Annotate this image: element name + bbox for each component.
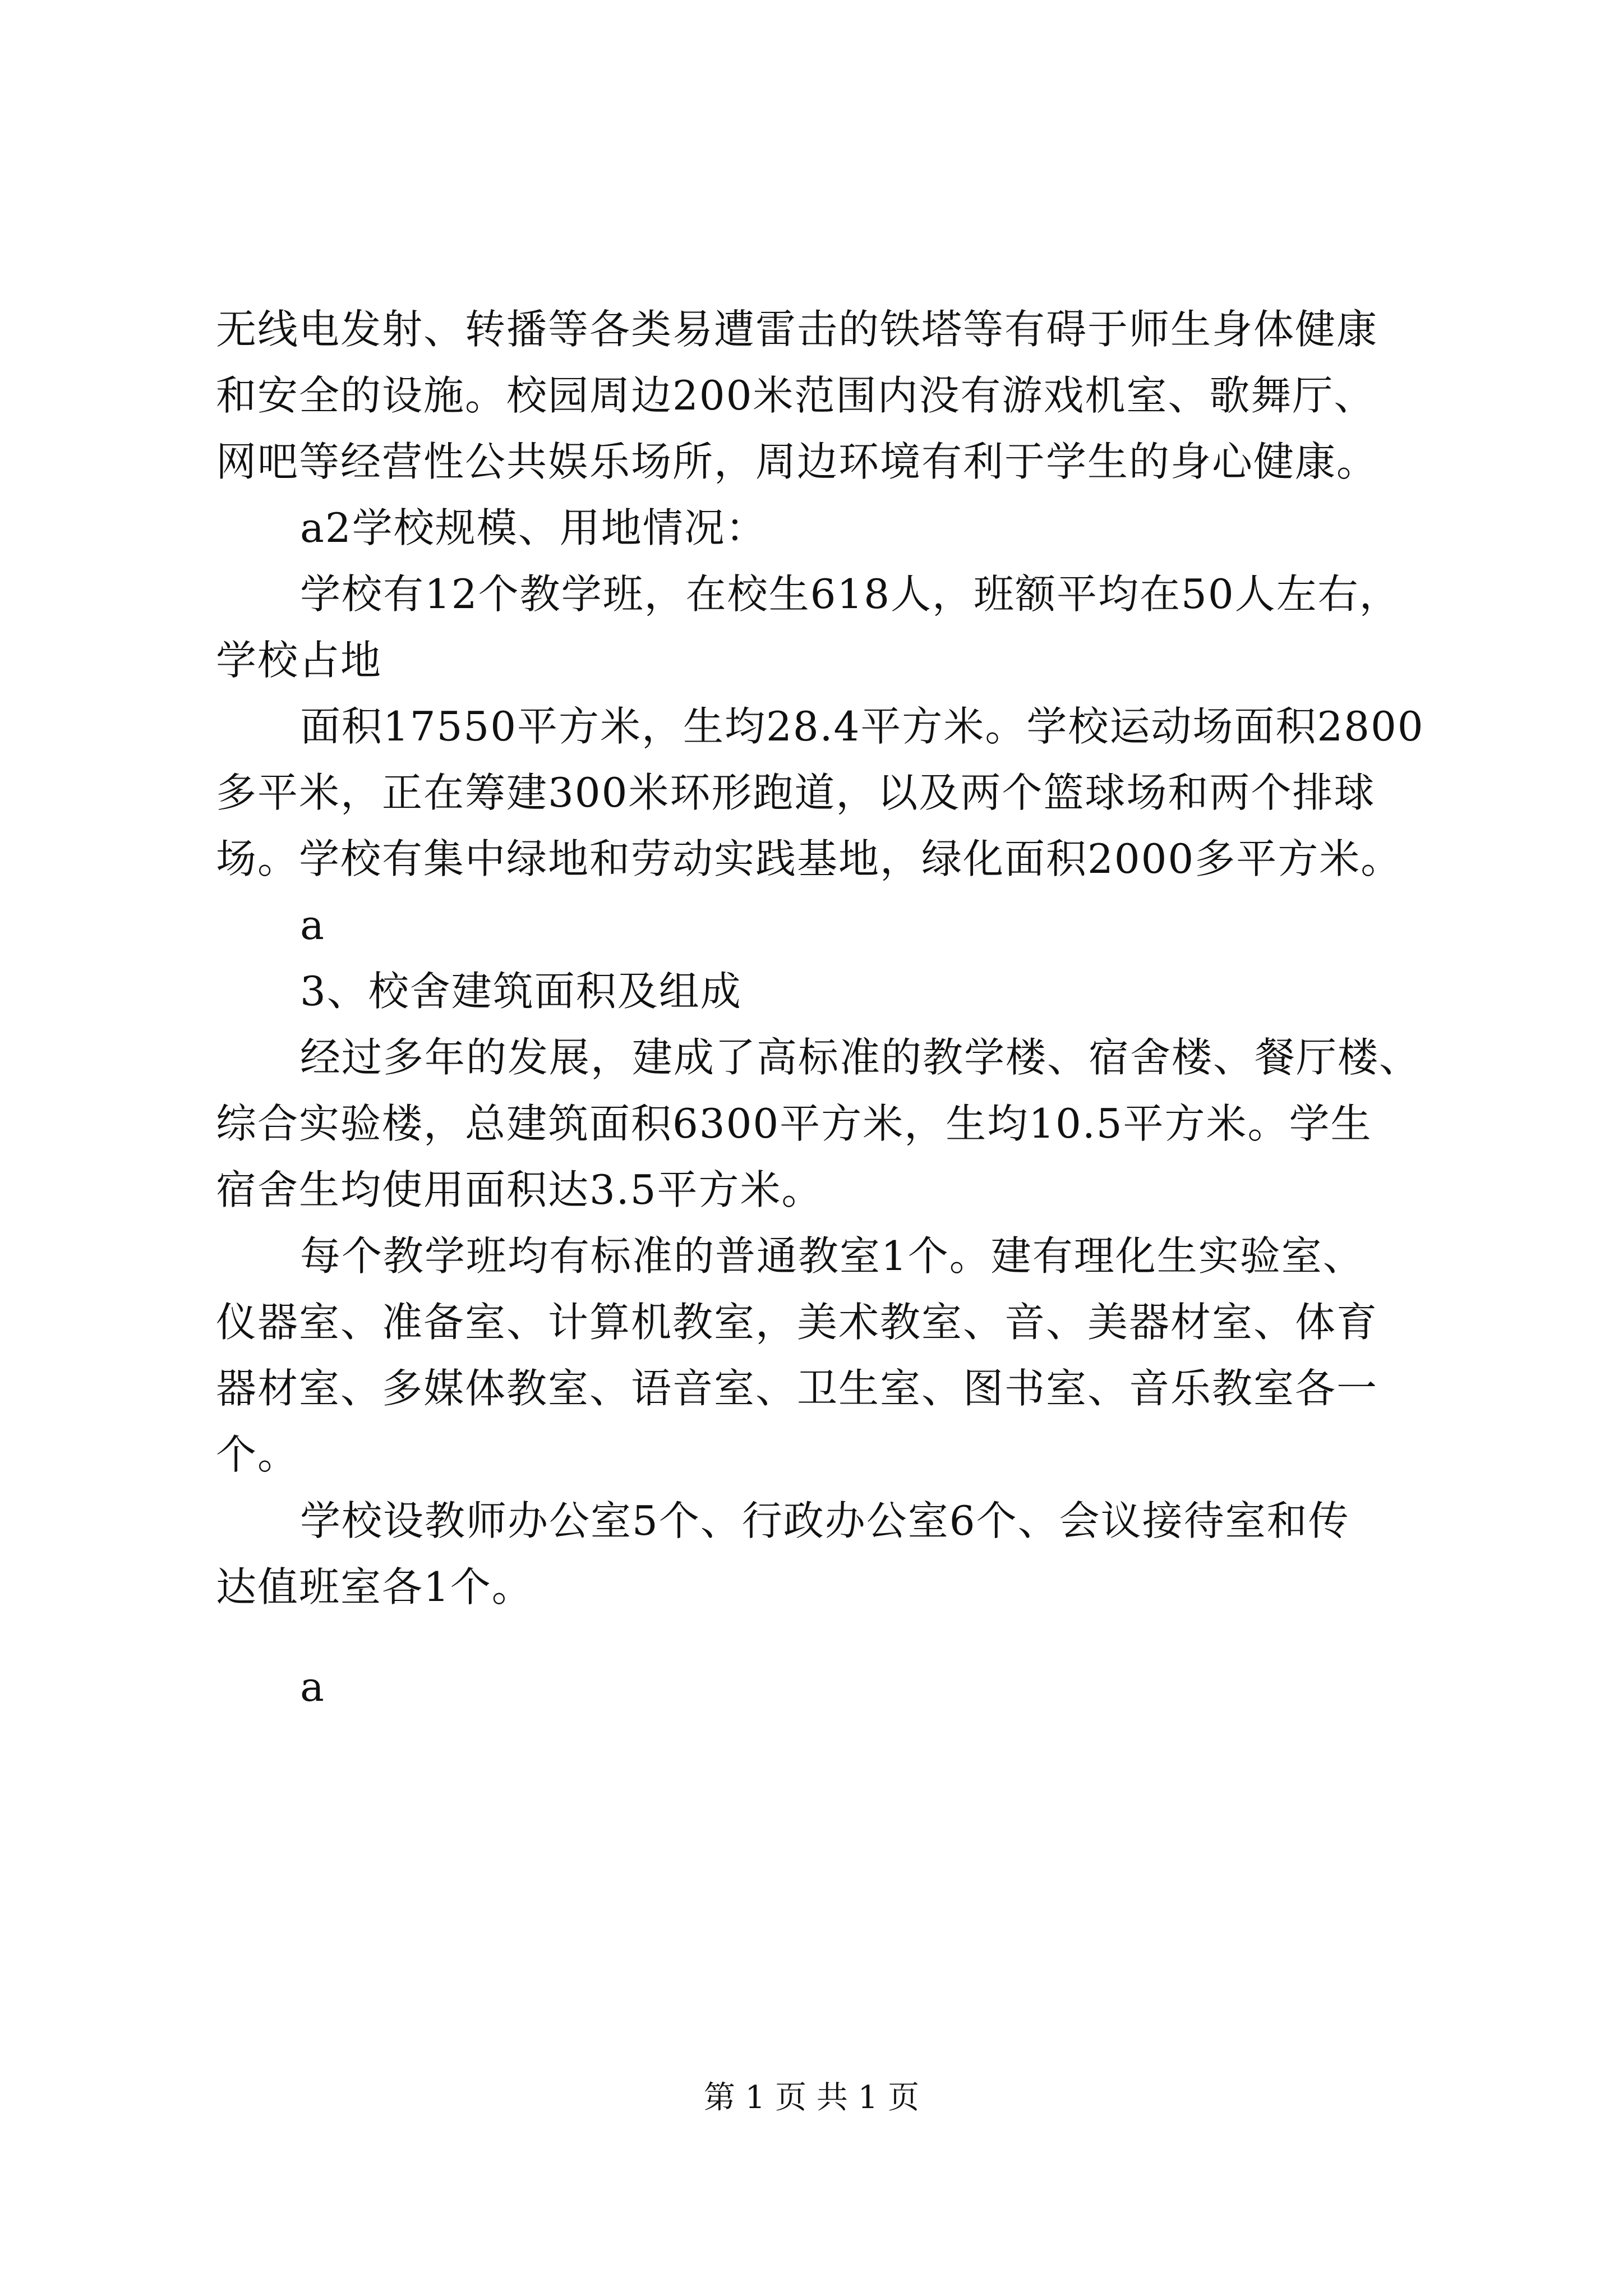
text-line: 和安全的设施。校园周边200米范围内没有游戏机室、歌舞厅、 (216, 372, 1376, 419)
text-line: 学校占地 (216, 637, 382, 684)
text-line: 无线电发射、转播等各类易遭雷击的铁塔等有碍于师生身体健康 (216, 306, 1378, 353)
text-line: 场。学校有集中绿地和劳动实践基地，绿化面积2000多平方米。 (216, 835, 1403, 882)
page-footer: 第 1 页 共 1 页 (703, 2079, 920, 2116)
text-line: 器材室、多媒体教室、语音室、卫生室、图书室、音乐教室各一 (216, 1365, 1378, 1412)
spacer (216, 1620, 1422, 1654)
text-line: 达值班室各1个。 (216, 1563, 533, 1611)
section-heading: a2学校规模、用地情况： (300, 504, 767, 551)
text-line: 宿舍生均使用面积达3.5平方米。 (216, 1166, 823, 1213)
section-heading: 3、校舍建筑面积及组成 (300, 968, 742, 1015)
text-line: 网吧等经营性公共娱乐场所，周边环境有利于学生的身心健康。 (216, 438, 1378, 485)
text-line: 学校有12个教学班，在校生618人，班额平均在50人左右， (300, 570, 1401, 618)
text-line: 多平米，正在筹建300米环形跑道，以及两个篮球场和两个排球 (216, 769, 1376, 816)
text-line: 面积17550平方米，生均28.4平方米。学校运动场面积2800 (300, 703, 1424, 750)
text-line: 每个教学班均有标准的普通教室1个。建有理化生实验室、 (300, 1232, 1364, 1280)
text-line: 个。 (216, 1431, 299, 1478)
text-line: a (300, 901, 325, 949)
text-line: 综合实验楼，总建筑面积6300平方米，生均10.5平方米。学生 (216, 1100, 1372, 1147)
text-line: 仪器室、准备室、计算机教室，美术教室、音、美器材室、体育 (216, 1299, 1378, 1346)
document-body (216, 296, 1422, 1720)
text-line: 经过多年的发展，建成了高标准的教学楼、宿舍楼、餐厅楼、 (300, 1034, 1421, 1081)
text-line: 学校设教师办公室5个、行政办公室6个、会议接待室和传 (300, 1497, 1350, 1544)
text-line: a (300, 1663, 325, 1710)
